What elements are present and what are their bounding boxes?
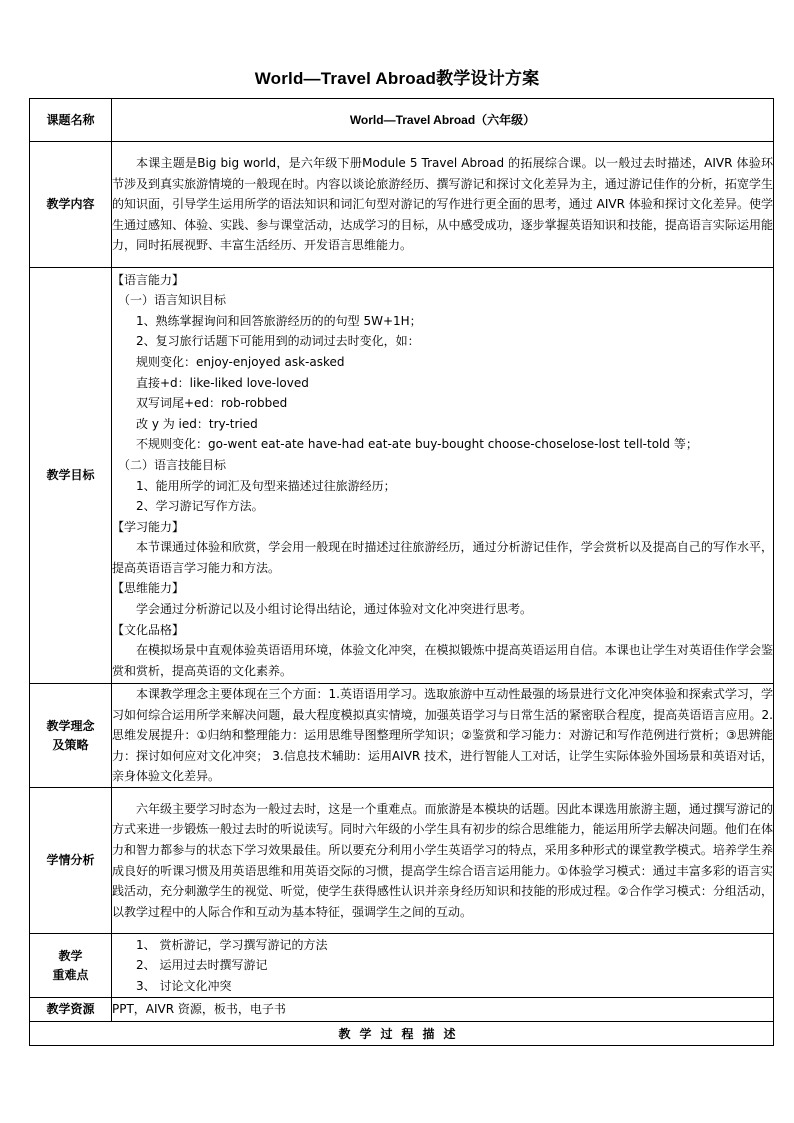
course-title: World—Travel Abroad（六年级）	[112, 99, 774, 142]
analysis-label: 学情分析	[30, 788, 112, 934]
keypoints-label-line1: 教学	[58, 948, 83, 963]
goals-verb-rule: 改 y 为 ied：try-tried	[136, 416, 258, 431]
analysis-text: 六年级主要学习时态为一般过去时，这是一个重难点。而旅游是本模块的话题。因此本课选用旅游主题，通过撰写游记的方式来进一步锻炼一般过去时的听说读写。同时六年级的小学生具有初步的综合思维能力，能运用所学去解决问题。他们在体力和智力都参与的状态下学习效果最佳。所以要充分利用小学生英语学习的特点，采用多种形式的课堂教学模式。培养学生养成良好的听课习惯及用英语思维和用英语交际的习惯，提高学生综合语言运用能力。①体验学习模式：通过丰富多彩的语言实践活动，充分刺激学生的视觉、听觉，使学生获得感性认识并亲身经历知识和技能的形成过程。②合作学习模式：分组活动，以教学过程中的人际合作和互动为基本特征，强调学生之间的互动。	[112, 801, 773, 919]
content-label: 教学内容	[30, 142, 112, 268]
lesson-plan-table	[29, 98, 774, 1046]
goals-verb-rule: 不规则变化：go-went eat-ate have-had eat-ate buy-bought choose-choselose-lost tell-told 等；	[136, 437, 698, 452]
page-title: World—Travel Abroad教学设计方案	[254, 69, 540, 88]
row-analysis	[30, 788, 774, 934]
keypoint-item: 2、 运用过去时撰写游记	[136, 958, 268, 973]
goals-heading-learning: 【学习能力】	[112, 519, 185, 534]
goals-skills-item: 2、学习游记写作方法。	[136, 499, 264, 514]
goals-knowledge-item: 1、熟练掌握询问和回答旅游经历的的句型 5W+1H；	[136, 313, 422, 328]
row-process	[30, 1022, 774, 1046]
goals-skills-heading: （二）语言技能目标	[118, 457, 227, 472]
row-resources	[30, 998, 774, 1022]
keypoints-label-line2: 重难点	[52, 967, 89, 982]
goals-verb-rule: 直接+d：like-liked love-loved	[136, 375, 309, 390]
goals-culture-text: 在模拟场景中直观体验英语语用环境，体验文化冲突，在模拟锻炼中提高英语运用自信。本课也让学生对英语佳作学会鉴赏和赏析，提高英语的文化素养。	[112, 643, 773, 678]
goals-label: 教学目标	[30, 268, 112, 684]
goals-thinking-text: 学会通过分析游记以及小组讨论得出结论，通过体验对文化冲突进行思考。	[136, 602, 533, 617]
keypoint-item: 3、 讨论文化冲突	[136, 978, 232, 993]
keypoint-item: 1、 赏析游记，学习撰写游记的方法	[136, 937, 328, 952]
strategy-label	[30, 684, 112, 788]
goals-learning-text: 本节课通过体验和欣赏，学会用一般现在时描述过往旅游经历，通过分析游记佳作，学会赏析以及提高自己的写作水平，提高英语语言学习能力和方法。	[112, 540, 773, 575]
resources-label: 教学资源	[30, 998, 112, 1022]
row-content	[30, 142, 774, 268]
row-keypoints	[30, 934, 774, 998]
process-heading: 教学过程描述	[30, 1022, 774, 1046]
keypoints-label	[30, 934, 112, 998]
goals-verb-rule: 双写词尾+ed：rob-robbed	[136, 396, 288, 411]
content-text: 本课主题是Big big world，是六年级下册Module 5 Travel Abroad 的拓展综合课。以一般过去时描述，AIVR 体验环节涉及到真实旅游情境的一般现在时。内容以谈论旅游经历、撰写游记和探讨文化差异为主，通过游记佳作的分析，拓宽学生的知识面，引导学生运用所学的语法知识和词汇句型对游记的写作进行更全面的思考，通过 AIVR 体验和探讨文化差异。使学生通过感知、体验、实践、参与课堂活动，达成学习的目标，从中感受成功，逐步掌握英语知识和技能，提高语言实际运用能力，同时拓展视野、丰富生活经历、开发语言思维能力。	[112, 156, 773, 253]
goals-heading-thinking: 【思维能力】	[112, 581, 185, 596]
goals-knowledge-item: 2、复习旅行话题下可能用到的动词过去时变化，如：	[136, 334, 420, 349]
goals-heading-culture: 【文化品格】	[112, 622, 185, 637]
strategy-label-line1: 教学理念	[46, 718, 95, 733]
goals-skills-item: 1、能用所学的词汇及句型来描述过往旅游经历；	[136, 478, 396, 493]
row-goals	[30, 268, 774, 684]
strategy-text: 本课教学理念主要体现在三个方面：1.英语语用学习。选取旅游中互动性最强的场景进行文化冲突体验和探索式学习，学习如何综合运用所学来解决问题，最大程度模拟真实情境，加强英语学习与日常生活的紧密联合程度，提高英语语言应用。2.思维发展提升：①归纳和整理能力：运用思维导图整理所学知识；②鉴赏和学习能力：对游记和写作范例进行赏析；③思辨能力：探讨如何应对文化冲突； 3.信息技术辅助：运用AIVR 技术，进行智能人工对话，让学生实际体验外国场景和英语对话，亲身体验文化差异。	[112, 687, 773, 784]
strategy-label-line2: 及策略	[52, 737, 89, 752]
resources-value: PPT，AIVR 资源，板书，电子书	[112, 998, 774, 1022]
course-label: 课题名称	[30, 99, 112, 142]
goals-heading-language: 【语言能力】	[112, 272, 185, 287]
goals-knowledge-heading: （一）语言知识目标	[118, 293, 227, 308]
row-strategy	[30, 684, 774, 788]
goals-verb-rule: 规则变化：enjoy-enjoyed ask-asked	[136, 354, 345, 369]
row-course	[30, 99, 774, 142]
